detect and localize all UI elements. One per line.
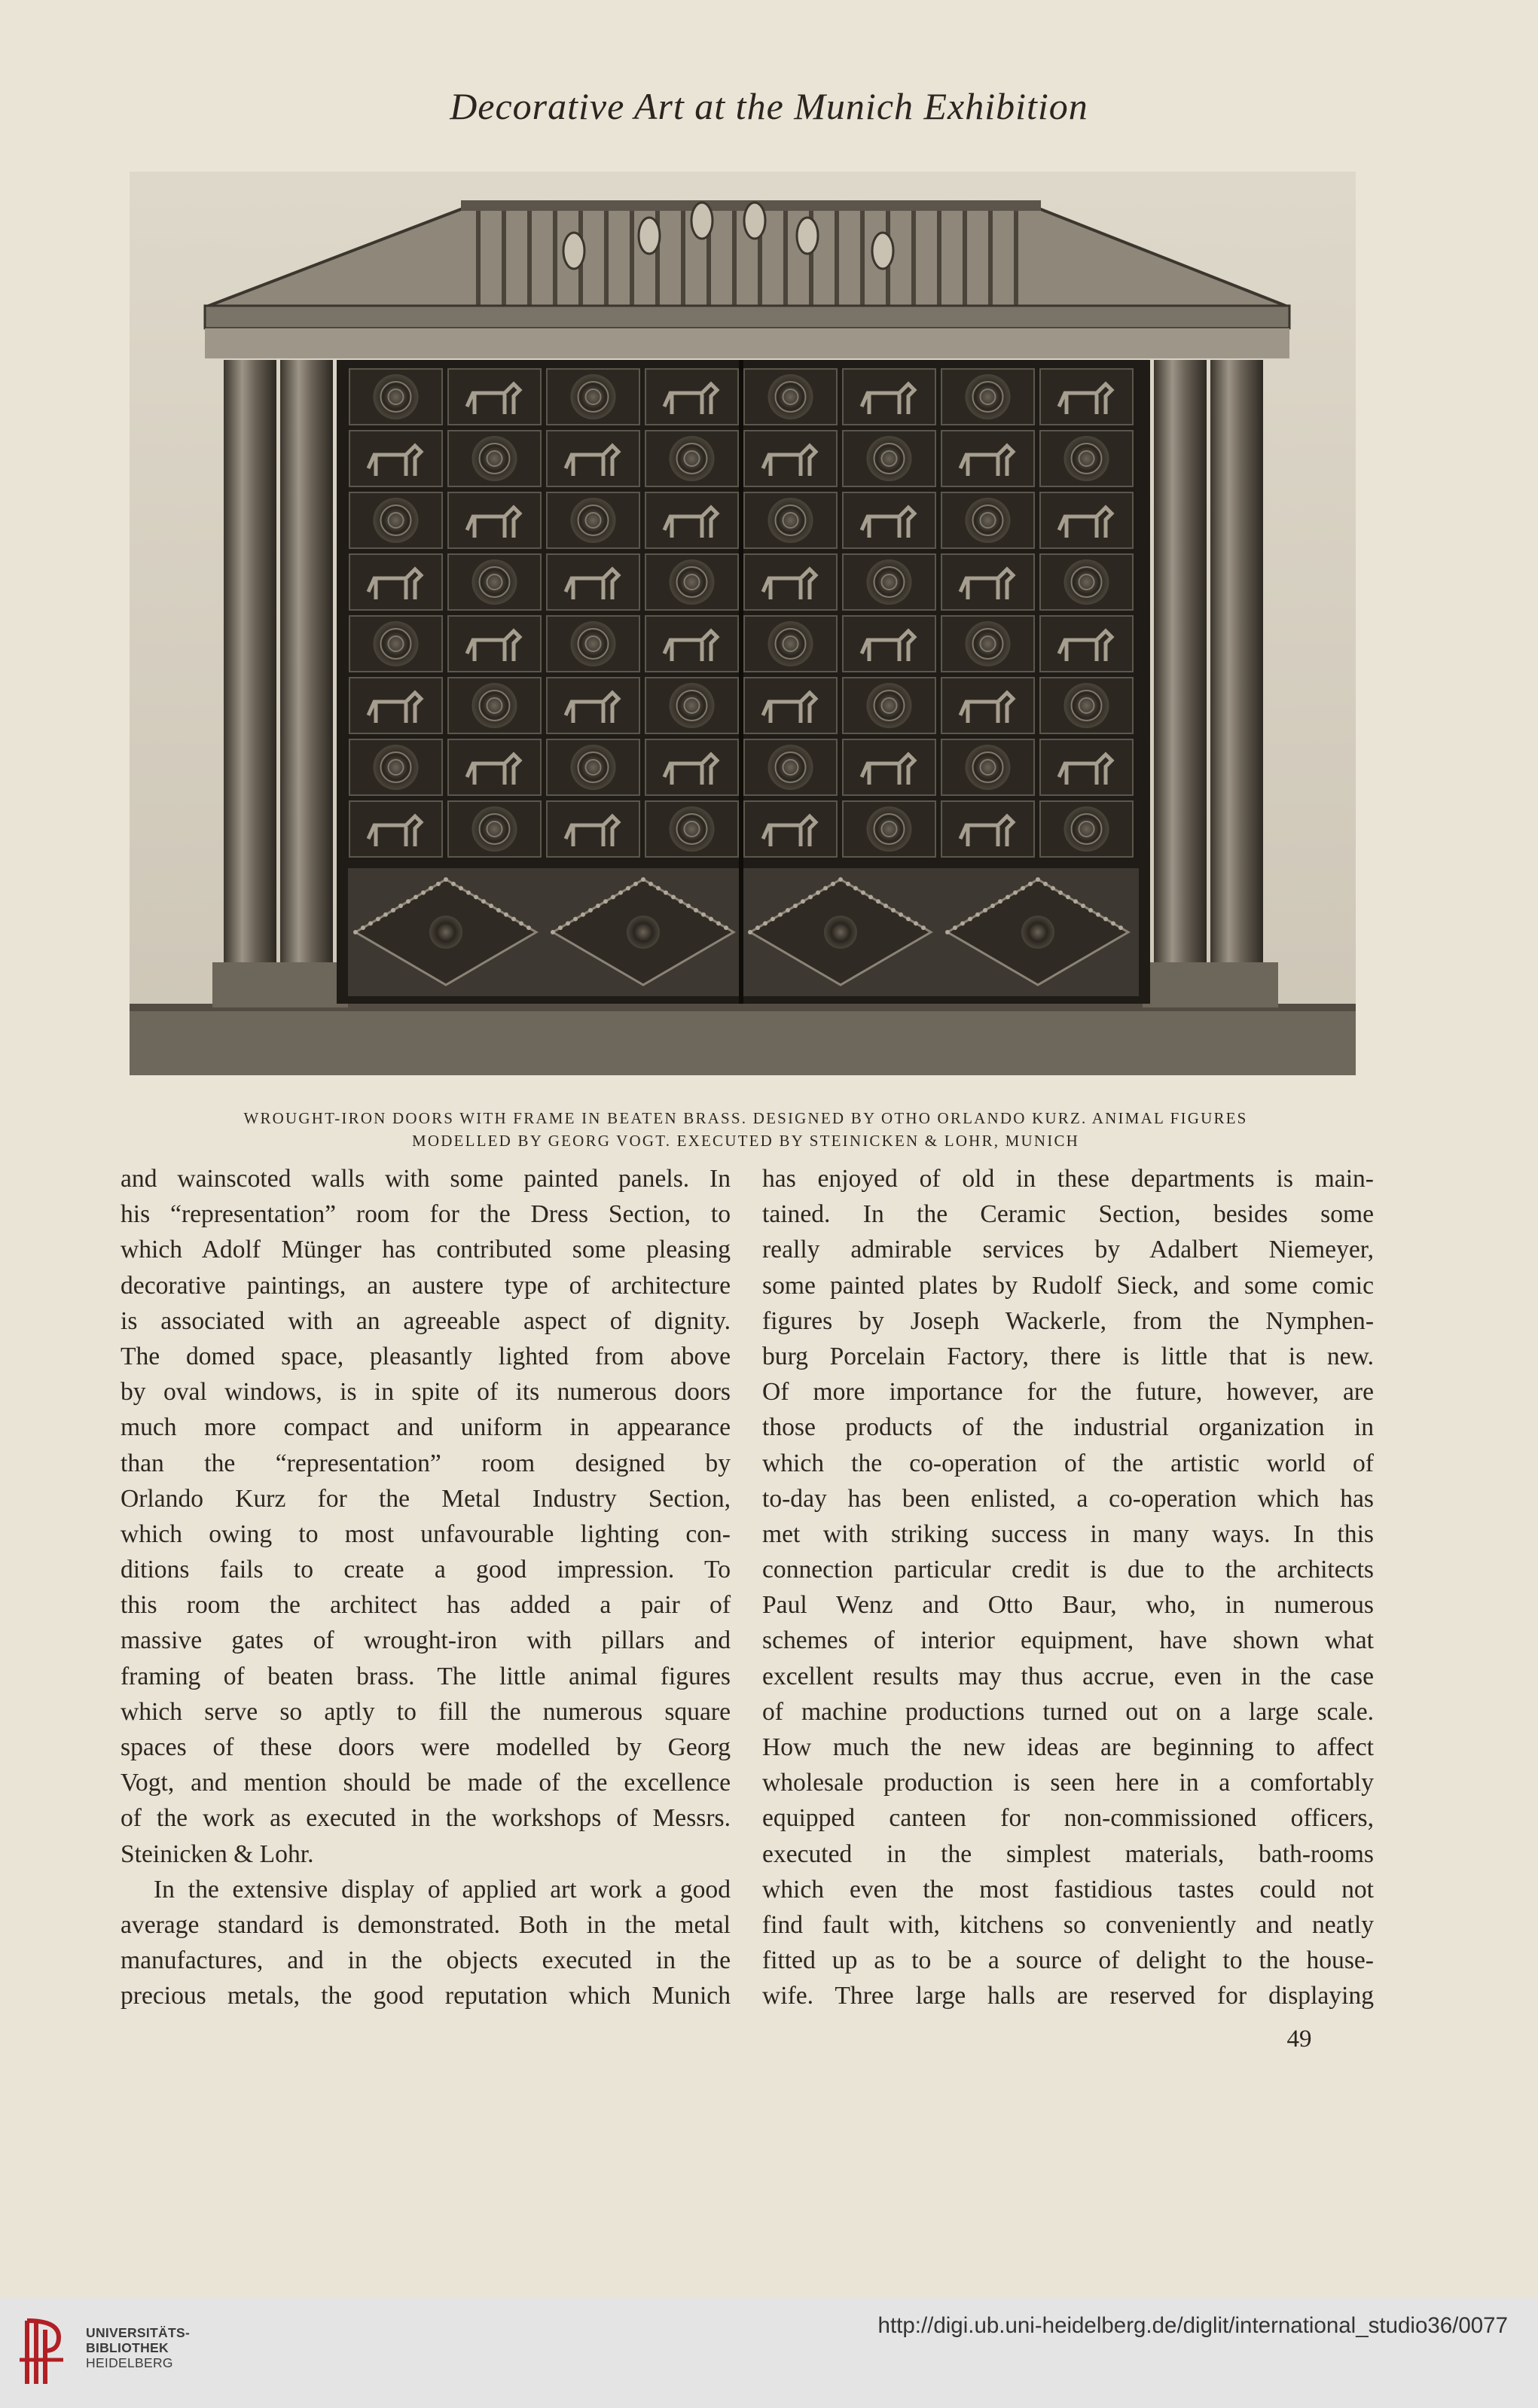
door-panel — [448, 739, 541, 795]
text-line: some painted plates by Rudolf Sieck, and some comic — [762, 1271, 1374, 1300]
door-panel — [744, 431, 837, 486]
rivet-stud — [1058, 891, 1063, 895]
door-panel — [1040, 492, 1133, 548]
door-panel — [1040, 739, 1133, 795]
rivet-stud — [406, 899, 410, 904]
rivet-stud — [611, 895, 615, 899]
text-line: figures by Joseph Wackerle, from the Nymphen- — [762, 1306, 1374, 1335]
rivet-stud — [801, 899, 805, 904]
illustration-plate — [130, 172, 1356, 1075]
rivet-stud — [853, 886, 858, 891]
caption-line-1: WROUGHT-IRON DOORS WITH FRAME IN BEATEN BRASS. DESIGNED BY OTHO ORLANDO KURZ. ANIMAL FIGURES — [243, 1109, 1248, 1127]
text-line: massive gates of wrought-iron with pillars and — [121, 1626, 731, 1655]
pediment-slat — [476, 211, 481, 307]
door-panel — [744, 801, 837, 857]
rivet-stud — [641, 877, 645, 882]
rivet-stud — [990, 904, 995, 908]
rivet-stud — [648, 882, 653, 886]
oval-medallion — [744, 203, 765, 239]
rivet-stud — [891, 908, 896, 913]
rivet-stud — [421, 891, 426, 895]
text-line: his “representation” room for the Dress Section, to — [121, 1200, 731, 1229]
text-line: schemes of interior equipment, have shown what — [762, 1626, 1374, 1655]
rivet-stud — [868, 895, 873, 899]
door-panel — [349, 678, 442, 733]
library-name — [86, 2325, 190, 2370]
rivet-stud — [436, 882, 441, 886]
rivet-stud — [960, 921, 965, 925]
text-line: framing of beaten brass. The little animal figures — [121, 1662, 731, 1690]
rivet-stud — [1103, 917, 1108, 922]
text-line: to-day has been enlisted, a co-operation which has — [762, 1484, 1374, 1513]
rivet-stud — [489, 904, 493, 908]
lower-boss — [1021, 916, 1054, 949]
rivet-stud — [1005, 895, 1010, 899]
rivet-stud — [618, 891, 623, 895]
rivet-stud — [808, 895, 813, 899]
text-line: tained. In the Ceramic Section, besides some — [762, 1200, 1374, 1229]
rivet-stud — [361, 925, 365, 930]
text-line: those products of the industrial organization in — [762, 1413, 1374, 1442]
text-line: fitted up as to be a source of delight to the house- — [762, 1946, 1374, 1975]
rivet-stud — [353, 930, 358, 934]
rivet-stud — [519, 921, 523, 925]
rivet-stud — [481, 899, 486, 904]
pediment-slat — [835, 211, 839, 307]
door-panel — [349, 801, 442, 857]
pediment-slat — [681, 211, 685, 307]
text-line: decorative paintings, an austere type of architecture — [121, 1271, 731, 1300]
pediment-slat — [860, 211, 865, 307]
text-line: which Adolf Münger has contributed some pleasing — [121, 1236, 731, 1264]
text-line: equipped canteen for non-commissioned officers, — [762, 1804, 1374, 1833]
rivet-stud — [771, 917, 775, 922]
rivet-stud — [686, 904, 691, 908]
door-panel — [547, 554, 639, 610]
pediment-slat — [937, 211, 941, 307]
rivet-stud — [671, 895, 676, 899]
pediment-slat — [502, 211, 506, 307]
rivet-stud — [748, 930, 752, 934]
rivet-stud — [793, 904, 798, 908]
text-line: How much the new ideas are beginning to affect — [762, 1733, 1374, 1761]
rivet-stud — [968, 917, 972, 922]
text-line: executed in the simplest materials, bath-rooms — [762, 1840, 1374, 1868]
door-panel — [941, 431, 1034, 486]
door-panel — [941, 554, 1034, 610]
door-panel — [941, 678, 1034, 733]
pediment-slat — [1014, 211, 1018, 307]
running-head: Decorative Art at the Munich Exhibition — [450, 85, 1088, 127]
oval-medallion — [563, 233, 584, 269]
text-line: Steinicken & Lohr. — [121, 1840, 314, 1868]
rivet-stud — [1088, 908, 1093, 913]
caption-line-2: MODELLED BY GEORG VOGT. EXECUTED BY STEINICKEN & LOHR, MUNICH — [411, 1132, 1080, 1150]
rivet-stud — [398, 904, 403, 908]
pediment-slat — [604, 211, 609, 307]
rivet-stud — [664, 891, 668, 895]
rivet-stud — [1066, 895, 1070, 899]
rivet-stud — [376, 917, 380, 922]
gate-illustration — [130, 172, 1356, 1075]
rivet-stud — [816, 891, 820, 895]
door-panel — [843, 739, 935, 795]
rivet-stud — [709, 917, 713, 922]
rivet-stud — [1096, 913, 1100, 917]
text-line: met with striking success in many ways. In this — [762, 1519, 1374, 1548]
text-line: burg Porcelain Factory, there is little that is new. — [762, 1342, 1374, 1370]
library-logo-icon — [14, 2315, 72, 2390]
rivet-stud — [1111, 921, 1115, 925]
rivet-stud — [1118, 925, 1123, 930]
rivet-stud — [823, 886, 828, 891]
oval-medallion — [872, 233, 893, 269]
door-panel — [1040, 369, 1133, 425]
text-line: Vogt, and mention should be made of the excellence — [121, 1769, 731, 1797]
rivet-stud — [656, 886, 661, 891]
figure-caption — [121, 1107, 1371, 1152]
rivet-stud — [1073, 899, 1078, 904]
text-line: wife. Three large halls are reserved for displaying — [762, 1982, 1374, 2010]
text-line: than the “representation” room designed by — [121, 1449, 731, 1477]
rivet-stud — [724, 925, 728, 930]
text-line: is associated with an agreeable aspect of dignity. — [121, 1306, 731, 1335]
text-line: excellent results may thus accrue, even in the case — [762, 1662, 1374, 1690]
text-line: ditions fails to create a good impression. To — [121, 1556, 731, 1584]
rivet-stud — [504, 913, 508, 917]
rivet-stud — [626, 886, 630, 891]
door-panel — [843, 492, 935, 548]
rivet-stud — [1051, 886, 1055, 891]
text-line: which serve so aptly to fill the numerous square — [121, 1697, 731, 1726]
rivet-stud — [998, 899, 1002, 904]
rivet-stud — [566, 921, 570, 925]
rivet-stud — [778, 913, 783, 917]
pediment-slat — [630, 211, 634, 307]
rivet-stud — [1028, 882, 1033, 886]
rivet-stud — [899, 913, 903, 917]
door-panel — [349, 554, 442, 610]
text-line: average standard is demonstrated. Both in the metal — [121, 1910, 731, 1939]
pediment-slat — [911, 211, 916, 307]
rivet-stud — [861, 891, 865, 895]
rivet-stud — [838, 877, 843, 882]
rivet-stud — [496, 908, 501, 913]
rivet-stud — [459, 886, 463, 891]
door-panel — [547, 801, 639, 857]
text-line: find fault with, kitchens so conveniently and neatly — [762, 1910, 1374, 1939]
left-column — [121, 1161, 731, 2014]
door-panel — [645, 492, 738, 548]
rivet-stud — [383, 913, 388, 917]
door-panel — [448, 369, 541, 425]
pediment-slat — [963, 211, 967, 307]
rivet-stud — [588, 908, 593, 913]
rivet-stud — [474, 895, 478, 899]
oval-medallion — [691, 203, 713, 239]
rivet-stud — [846, 882, 850, 886]
text-line: of machine productions turned out on a large scale. — [762, 1697, 1374, 1726]
rivet-stud — [429, 886, 433, 891]
door-panel — [448, 616, 541, 672]
lower-boss — [627, 916, 660, 949]
rivet-stud — [368, 921, 373, 925]
rivet-stud — [831, 882, 835, 886]
rivet-stud — [581, 913, 585, 917]
text-line: which owing to most unfavourable lighting con- — [121, 1519, 731, 1548]
rivet-stud — [444, 877, 448, 882]
text-line: Orlando Kurz for the Metal Industry Section, — [121, 1484, 731, 1513]
text-line: wholesale production is seen here in a comfortably — [762, 1769, 1374, 1797]
text-line: connection particular credit is due to the architects — [762, 1556, 1374, 1584]
rivet-stud — [755, 925, 760, 930]
rivet-stud — [391, 908, 395, 913]
text-line: spaces of these doors were modelled by Georg — [121, 1733, 731, 1761]
text-line: In the extensive display of applied art work a good — [154, 1875, 731, 1904]
lower-boss — [429, 916, 462, 949]
pediment-slat — [783, 211, 788, 307]
rivet-stud — [558, 925, 563, 930]
rivet-stud — [786, 908, 790, 913]
rivet-stud — [1013, 891, 1018, 895]
rivet-stud — [701, 913, 706, 917]
source-url-link[interactable]: http://digi.ub.uni-heidelberg.de/diglit/international_studio36/0077 — [877, 2313, 1508, 2338]
pediment-slat — [553, 211, 557, 307]
text-line: The domed space, pleasantly lighted from above — [121, 1342, 731, 1370]
rivet-stud — [1081, 904, 1085, 908]
text-line: this room the architect has added a pair of — [121, 1591, 731, 1620]
rivet-stud — [1036, 877, 1040, 882]
text-line: really admirable services by Adalbert Niemeyer, — [762, 1236, 1374, 1264]
text-line: of the work as executed in the workshops of Messrs. — [121, 1804, 731, 1833]
pediment-slat — [732, 211, 737, 307]
rivet-stud — [953, 925, 957, 930]
rivet-stud — [1043, 882, 1048, 886]
digitization-footer — [0, 2298, 1538, 2408]
door-panel — [744, 678, 837, 733]
rivet-stud — [603, 899, 608, 904]
door-panel — [1040, 616, 1133, 672]
door-panel — [941, 801, 1034, 857]
text-line: Of more importance for the future, however, are — [762, 1378, 1374, 1407]
rivet-stud — [573, 917, 578, 922]
door-panel — [843, 616, 935, 672]
rivet-stud — [716, 921, 721, 925]
text-line: manufactures, and in the objects executed in the — [121, 1946, 731, 1975]
door-panel — [645, 369, 738, 425]
rivet-stud — [694, 908, 698, 913]
pediment-slat — [988, 211, 993, 307]
rivet-stud — [876, 899, 880, 904]
text-line: Paul Wenz and Otto Baur, who, in numerous — [762, 1591, 1374, 1620]
door-panel — [448, 492, 541, 548]
rivet-stud — [906, 917, 911, 922]
rivet-stud — [413, 895, 418, 899]
door-panel — [547, 431, 639, 486]
rivet-stud — [466, 891, 471, 895]
rivet-stud — [451, 882, 456, 886]
door-panel — [349, 431, 442, 486]
library-name-line: UNIVERSITÄTS- — [86, 2325, 191, 2340]
rivet-stud — [975, 913, 980, 917]
library-name-line: HEIDELBERG — [86, 2355, 173, 2370]
right-column — [762, 1161, 1374, 2014]
door-panel — [744, 554, 837, 610]
rivet-stud — [511, 917, 516, 922]
rivet-stud — [763, 921, 767, 925]
library-name-line: BIBLIOTHEK — [86, 2340, 169, 2355]
text-line: and wainscoted walls with some painted panels. In — [121, 1165, 731, 1193]
door-panel — [547, 678, 639, 733]
rivet-stud — [914, 921, 918, 925]
door-panel — [645, 616, 738, 672]
rivet-stud — [596, 904, 600, 908]
rivet-stud — [983, 908, 987, 913]
door-panel — [843, 369, 935, 425]
text-line: precious metals, the good reputation which Munich — [121, 1982, 731, 2010]
rivet-stud — [679, 899, 683, 904]
rivet-stud — [945, 930, 950, 934]
rivet-stud — [551, 930, 555, 934]
door-panel — [645, 739, 738, 795]
text-line: much more compact and uniform in appearance — [121, 1413, 731, 1442]
text-line: by oval windows, is in spite of its numerous doors — [121, 1378, 731, 1407]
rivet-stud — [526, 925, 531, 930]
oval-medallion — [639, 218, 660, 254]
rivet-stud — [921, 925, 926, 930]
text-line: has enjoyed of old in these departments is main- — [762, 1165, 1374, 1193]
rivet-stud — [883, 904, 888, 908]
rivet-stud — [1021, 886, 1025, 891]
pediment-slat — [527, 211, 532, 307]
lower-boss — [824, 916, 857, 949]
text-line: which the co-operation of the artistic world of — [762, 1449, 1374, 1477]
oval-medallion — [797, 218, 818, 254]
page-number: 49 — [1286, 2025, 1312, 2053]
rivet-stud — [633, 882, 638, 886]
text-line: which even the most fastidious tastes could not — [762, 1875, 1374, 1904]
